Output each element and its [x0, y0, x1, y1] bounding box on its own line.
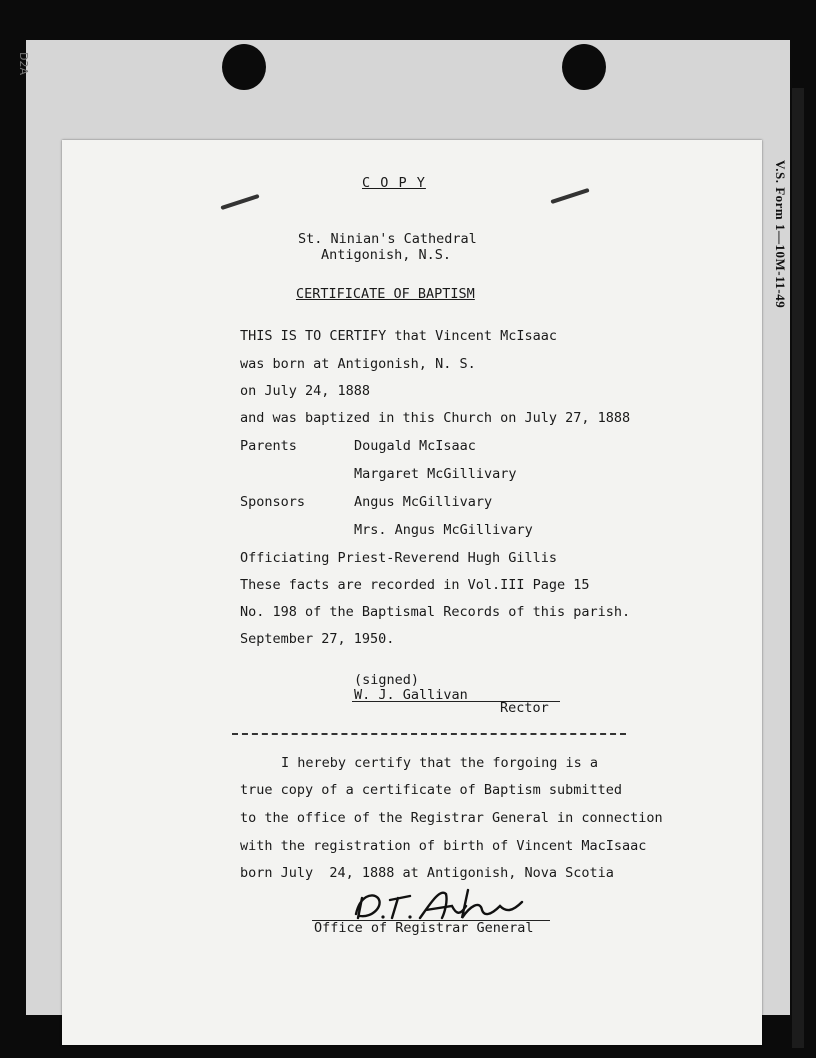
form-id: V.S. Form 1—10M-11-49: [773, 160, 788, 309]
parents-label: Parents: [240, 438, 297, 454]
sponsor-name: Angus McGillivary: [354, 494, 493, 510]
certification-line: with the registration of birth of Vincent MacIsaac: [240, 838, 647, 854]
sponsors-label: Sponsors: [240, 494, 306, 510]
church-name: St. Ninian's Cathedral: [298, 231, 477, 247]
signer-title: Rector: [500, 700, 549, 716]
certification-line: I hereby certify that the forgoing is a: [281, 755, 598, 771]
body-line: on July 24, 1888: [240, 383, 371, 399]
punch-hole-right: [562, 44, 606, 90]
parent-name: Margaret McGillivary: [354, 466, 517, 482]
registrar-office: Office of Registrar General: [314, 920, 534, 936]
record-line: These facts are recorded in Vol.III Page 15: [240, 577, 590, 593]
record-line: Officiating Priest-Reverend Hugh Gillis: [240, 550, 557, 566]
punch-hole-left: [222, 44, 266, 90]
certification-line: to the office of the Registrar General in connection: [240, 810, 663, 826]
record-line: No. 198 of the Baptismal Records of this parish.: [240, 604, 631, 620]
body-line: THIS IS TO CERTIFY that Vincent McIsaac: [240, 328, 557, 344]
body-line: and was baptized in this Church on July 27, 1888: [240, 410, 631, 426]
back-sheet-mark: D2A: [17, 52, 30, 75]
signer-name: W. J. Gallivan: [354, 687, 468, 703]
copy-label: C O P Y: [362, 175, 426, 191]
right-edge-strip: [792, 88, 804, 1048]
signed-label: (signed): [354, 672, 420, 688]
certification-line: true copy of a certificate of Baptism submitted: [240, 782, 623, 798]
sponsor-name: Mrs. Angus McGillivary: [354, 522, 533, 538]
parent-name: Dougald McIsaac: [354, 438, 476, 454]
record-line: September 27, 1950.: [240, 631, 395, 647]
separator-dashes: [232, 733, 626, 735]
certificate-title: CERTIFICATE OF BAPTISM: [296, 286, 475, 302]
church-location: Antigonish, N.S.: [321, 247, 452, 263]
body-line: was born at Antigonish, N. S.: [240, 356, 476, 372]
certification-line: born July 24, 1888 at Antigonish, Nova Scotia: [240, 865, 614, 881]
